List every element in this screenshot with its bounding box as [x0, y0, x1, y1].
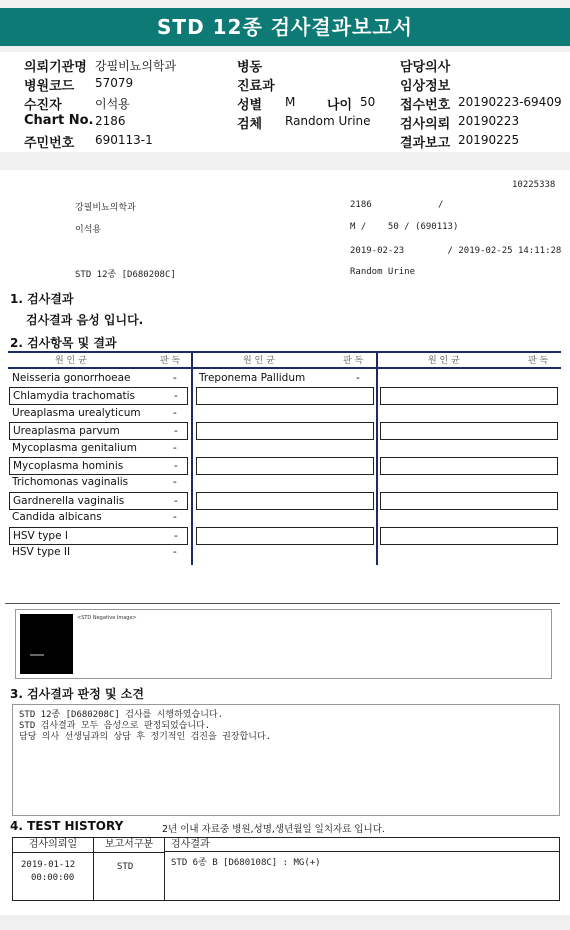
- report-code: 10225338: [512, 180, 556, 190]
- report-dates: 2019-02-23 / 2019-02-25 14:11:28: [350, 246, 562, 256]
- pathogen-result: -: [173, 441, 177, 454]
- pathogen-name: Candida albicans: [12, 511, 102, 524]
- result-row: [196, 440, 372, 456]
- opinion-box: [12, 704, 560, 816]
- pathogen-result: -: [174, 460, 178, 472]
- result-row: [380, 544, 556, 560]
- pathogen-result: -: [356, 372, 360, 384]
- col-pathogen-2: 원 인 균: [243, 356, 275, 366]
- report-test: STD 12종 [D680208C]: [75, 270, 176, 280]
- history-note: 2년 이내 자료중 병원,성명,생년월일 일치자료 입니다.: [162, 824, 385, 835]
- result-row: [380, 474, 556, 490]
- pathogen-result: -: [173, 546, 177, 558]
- patient-header: [0, 52, 570, 152]
- request-value: 20190223: [458, 114, 520, 128]
- result-row: [380, 370, 556, 386]
- result-row: [9, 457, 188, 475]
- pathogen-result: -: [173, 406, 177, 419]
- section4-title: 4. TEST HISTORY: [10, 819, 124, 833]
- hist-col-result: 검사결과: [165, 838, 559, 852]
- report-label: 결과보고: [400, 136, 451, 151]
- result-row: [380, 492, 558, 510]
- pathogen-name: HSV type I: [13, 529, 68, 542]
- hist-time: 00:00:00: [31, 873, 75, 883]
- result-row: [9, 387, 188, 405]
- result-row: [196, 474, 372, 490]
- result-row: [9, 527, 188, 545]
- clinical-label: 임상정보: [400, 79, 451, 94]
- patient-label: 수진자: [24, 98, 62, 113]
- report-specimen: Random Urine: [350, 267, 416, 277]
- result-row: [9, 509, 186, 525]
- pathogen-result: -: [173, 372, 177, 384]
- receipt-value: 20190223-69409: [458, 95, 562, 109]
- report-institution: 강필비뇨의학과: [75, 203, 136, 213]
- ward-label: 병동: [237, 60, 263, 75]
- pathogen-name: Trichomonas vaginalis: [12, 476, 129, 489]
- result-row: [9, 544, 186, 560]
- result-row: [380, 509, 556, 525]
- result-row: [9, 474, 186, 490]
- hist-col-type: 보고서구분: [94, 838, 164, 853]
- col-result-2: 판 독: [343, 356, 364, 366]
- result-row: [196, 370, 372, 386]
- report-title: STD 12종 검사결과보고서: [0, 8, 570, 46]
- hist-date: 2019-01-12: [21, 860, 76, 870]
- pathogen-result: -: [174, 425, 178, 438]
- result-row: [9, 492, 188, 510]
- hospital-code-label: 병원코드: [24, 79, 75, 94]
- pathogen-result: -: [173, 511, 177, 524]
- results-table-header: [8, 351, 561, 369]
- patient-value: 이석용: [95, 97, 130, 111]
- pathogen-name: Treponema Pallidum: [199, 372, 306, 384]
- specimen-label: 검체: [237, 117, 263, 132]
- result-row: [196, 527, 374, 545]
- report-sex-age: M / 50 / (690113): [350, 222, 459, 232]
- col-pathogen-3: 원 인 균: [428, 356, 460, 366]
- result-row: [9, 422, 188, 440]
- result-row: [9, 440, 186, 456]
- result-row: [380, 422, 558, 440]
- gel-image-label: <STD Negative Image>: [77, 615, 137, 621]
- doctor-label: 담당의사: [400, 60, 451, 75]
- pathogen-name: Mycoplasma hominis: [13, 460, 124, 472]
- gel-image: [20, 614, 73, 674]
- chart-label: Chart No.: [24, 113, 94, 128]
- section3-title: 3. 검사결과 판정 및 소견: [10, 687, 144, 701]
- result-row: [380, 405, 556, 421]
- pathogen-name: Ureaplasma parvum: [13, 425, 120, 438]
- id-label: 주민번호: [24, 136, 75, 151]
- section1-result: 검사결과 음성 입니다.: [26, 313, 144, 327]
- sex-value: M: [285, 95, 296, 109]
- pathogen-name: HSV type II: [12, 546, 71, 558]
- pathogen-result: -: [174, 390, 178, 403]
- request-label: 검사의뢰: [400, 117, 451, 132]
- pathogen-name: Gardnerella vaginalis: [13, 494, 125, 507]
- col-pathogen-1: 원 인 균: [55, 356, 87, 366]
- dept-label: 진료과: [237, 79, 275, 94]
- report-slash: /: [438, 200, 444, 210]
- pathogen-name: Neisseria gonorrhoeae: [12, 372, 131, 384]
- sex-label: 성별: [237, 98, 263, 113]
- column-divider: [191, 351, 193, 565]
- hospital-code-value: 57079: [95, 76, 134, 90]
- section1-title: 1. 검사결과: [10, 292, 74, 306]
- report-name: 이석용: [75, 225, 102, 235]
- result-row: [196, 544, 372, 560]
- report-value: 20190225: [458, 133, 520, 147]
- result-row: [196, 509, 372, 525]
- opinion-line: 담당 의사 선생님과의 상담 후 정기적인 검진을 권장합니다.: [19, 732, 272, 742]
- result-row: [196, 492, 374, 510]
- hist-col-date: 검사의뢰일: [13, 838, 93, 853]
- pathogen-result: -: [173, 476, 177, 489]
- column-divider: [376, 351, 378, 565]
- pathogen-name: Chlamydia trachomatis: [13, 390, 136, 403]
- pathogen-name: Mycoplasma genitalium: [12, 441, 137, 454]
- result-row: [196, 457, 374, 475]
- result-row: [380, 527, 558, 545]
- receipt-label: 접수번호: [400, 98, 451, 113]
- id-value: 690113-1: [95, 133, 153, 147]
- col-result-3: 판 독: [528, 356, 549, 366]
- hist-type: STD: [117, 862, 134, 872]
- result-row: [196, 422, 374, 440]
- institution-value: 강필비뇨의학과: [95, 59, 177, 73]
- pathogen-name: Ureaplasma urealyticum: [12, 406, 141, 419]
- institution-label: 의뢰기관명: [24, 60, 87, 75]
- opinion-line: STD 검사결과 모두 음성으로 판정되었습니다.: [19, 721, 211, 731]
- specimen-value: Random Urine: [285, 114, 371, 128]
- age-label: 나이: [327, 98, 353, 113]
- gel-image-panel: [15, 609, 552, 679]
- result-row: [196, 405, 372, 421]
- section2-title: 2. 검사항목 및 결과: [10, 336, 117, 350]
- result-row: [9, 370, 186, 386]
- result-row: [380, 440, 556, 456]
- chart-value: 2186: [95, 114, 126, 128]
- age-value: 50: [360, 95, 376, 109]
- report-chart: 2186: [350, 200, 372, 210]
- pathogen-result: -: [174, 494, 178, 507]
- pathogen-result: -: [174, 529, 178, 542]
- result-row: [9, 405, 186, 421]
- opinion-line: STD 12종 [D680208C] 검사를 시행하였습니다.: [19, 710, 224, 720]
- history-table: [12, 837, 560, 901]
- result-row: [380, 387, 558, 405]
- divider: [5, 603, 560, 604]
- result-row: [196, 387, 374, 405]
- col-result-1: 판 독: [160, 356, 181, 366]
- hist-result: STD 6종 B [D680108C] : MG(+): [171, 858, 321, 868]
- result-row: [380, 457, 558, 475]
